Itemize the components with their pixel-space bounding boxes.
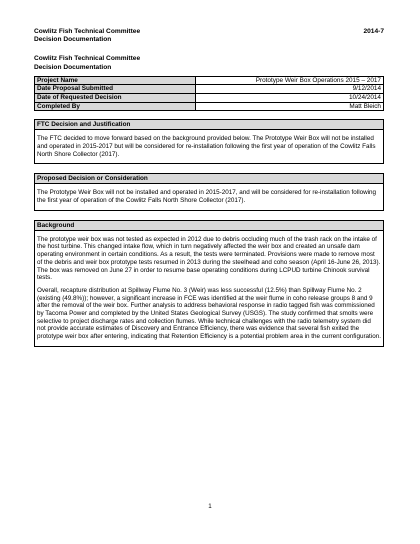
section-title: Proposed Decision or Consideration	[35, 174, 383, 184]
header-doc-number: 2014-7	[363, 28, 384, 35]
header-subtitle: Decision Documentation	[34, 36, 112, 44]
info-value: Prototype Weir Box Operations 2015 – 2017	[195, 76, 383, 85]
background-section	[34, 220, 384, 347]
header-org: Cowlitz Fish Technical Committee	[34, 28, 141, 35]
section-body	[35, 130, 383, 163]
title-org: Cowlitz Fish Technical Committee	[34, 55, 141, 63]
info-label: Date Proposal Submitted	[35, 85, 196, 94]
section-title: Background	[35, 221, 383, 231]
page-number: 1	[208, 503, 212, 510]
page-header	[34, 28, 384, 36]
section-title: FTC Decision and Justification	[35, 120, 383, 130]
table-row	[35, 76, 384, 85]
paragraph: Overall, recapture distribution at Spillway Flume No. 3 (Weir) was less successful (12.5%) than Spillway Flume No. 2 (existing (49.8%)); however, a significant increase in FCE was identified at the weir flume in coho release groups 8 and 9 after the removal of the weir box. Further analysis to address behavioral response in radio tagged fish was commissioned by Tacoma Power and completed by the United States Geological Survey (USGS). The study confirmed that smolts were selective to project discharge rates and collection flumes. While technical challenges with the radio telemetry system did not provide accurate estimates of Discovery and Entrance Efficiency, there was evidence that several fish exited the prototype weir box after entering, indicating that Retention Efficiency is a potential problem area in the current configuration.	[37, 286, 381, 341]
table-row	[35, 94, 384, 103]
info-label: Date of Requested Decision	[35, 94, 196, 103]
section-body	[35, 231, 383, 346]
table-row	[35, 85, 384, 94]
info-value: 9/12/2014	[195, 85, 383, 94]
info-label: Completed By	[35, 102, 196, 111]
info-value: 10/24/2014	[195, 94, 383, 103]
table-row	[35, 102, 384, 111]
project-info-table	[34, 76, 384, 111]
section-body	[35, 184, 383, 209]
info-label: Project Name	[35, 76, 196, 85]
document-page	[34, 28, 384, 347]
decision-section	[34, 119, 384, 164]
info-value: Matt Bleich	[195, 102, 383, 111]
paragraph: The Prototype Weir Box will not be installed and operated in 2015-2017, and will be considered for re-installation following the first year of operation of the Cowlitz Falls North Shore Collector (2017).	[37, 189, 377, 204]
paragraph: The prototype weir box was not tested as expected in 2012 due to debris occluding much of the trash rack on the intake of the host turbine. This changed intake flow, which in turn negatively affected the weir box and created an unsafe dam operating environment in certain conditions. As a result, the tests were terminated. Provisions were made to remove most of the debris and weir box prototype tests resumed in 2013 during the steelhead and coho season (April 16-June 26, 2013). The box was removed on June 27 in order to resume base operating conditions during LCPUD turbine Chinook survival tests.	[37, 235, 381, 282]
proposed-section	[34, 173, 384, 210]
paragraph: The FTC decided to move forward based on the background provided below. The Prototype Weir Box will not be installed and operated in 2015-2017 but will be considered for re-installation following the first year of operation of the Cowlitz Falls North Shore Collector (2017).	[37, 135, 376, 158]
title-subtitle: Decision Documentation	[34, 63, 112, 71]
